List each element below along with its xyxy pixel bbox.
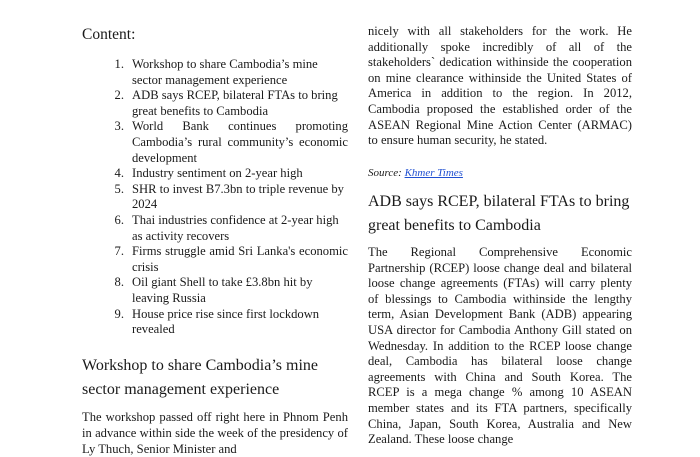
toc-item[interactable] (82, 307, 348, 338)
toc-item[interactable] (82, 275, 348, 306)
toc-number: 7. (114, 244, 124, 259)
toc-number: 6. (114, 212, 124, 227)
toc-text: SHR to invest B7.3bn to triple revenue by 2024 (132, 181, 344, 212)
source-label: Source: (368, 167, 402, 179)
toc-text: Thai industries confidence at 2-year high as activity recovers (132, 212, 339, 243)
toc-text: Oil giant Shell to take £3.8bn hit by leaving Russia (132, 275, 313, 305)
article-body-adb: The Regional Comprehensive Economic Partnership (RCEP) loose change deal and bilateral loose change agreements (FTAs) will carry plenty of blessings to Cambodia withinside the lengthy term, Asian Development Bank (ADB) appearing USA director for Cambodia Anthony Gill stated on Wednesday. In addition to the RCEP loose change deal, Cambodia has bilateral loose change agreements with China and South Korea. The RCEP is a mega change % among 10 ASEAN member states and its FTA partners, specifically China, Japan, South Korea, Australia and New Zealand. These loose change (368, 245, 632, 447)
toc-item[interactable] (82, 119, 348, 166)
toc-number: 9. (114, 306, 124, 321)
toc-number: 8. (114, 275, 124, 290)
toc-text: Firms struggle amid Sri Lanka's economic crisis (132, 244, 348, 274)
toc-item[interactable] (82, 57, 348, 88)
content-heading: Content: (82, 26, 136, 43)
toc-number: 5. (114, 181, 124, 196)
toc-text: Workshop to share Cambodia’s mine sector management experience (132, 57, 318, 87)
article-heading-workshop: Workshop to share Cambodia’s mine sector management experience (82, 357, 319, 398)
toc-text: House price rise since first lockdown revealed (132, 306, 320, 337)
toc-item[interactable] (82, 182, 348, 213)
source-line (368, 167, 463, 179)
toc-text: ADB says RCEP, bilateral FTAs to bring great benefits to Cambodia (132, 88, 338, 118)
toc-number: 1. (114, 57, 124, 71)
toc-item[interactable] (82, 166, 348, 182)
toc-item[interactable] (82, 88, 348, 119)
article-body-workshop-continued: nicely with all stakeholders for the work. He additionally spoke incredibly of all of the stakeholders` dedication withinside the cooperation on mine clearance withinside the United States of America in addition to the region. In 2012, Cambodia proposed the established order of the ASEAN Regional Mine Action Center (ARMAC) to ensure human security, he stated. (368, 24, 632, 148)
toc-number: 3. (114, 119, 124, 134)
table-of-contents (82, 57, 348, 338)
source-link[interactable]: Khmer Times (404, 167, 463, 179)
toc-item[interactable] (82, 244, 348, 275)
toc-text: Industry sentiment on 2-year high (132, 166, 303, 181)
article-body-workshop: The workshop passed off right here in Phnom Penh in advance within side the week of the presidency of Ly Thuch, Senior Minister and (82, 410, 348, 456)
article-heading-adb: ADB says RCEP, bilateral FTAs to bring great benefits to Cambodia (368, 193, 630, 234)
toc-item[interactable] (82, 213, 348, 244)
toc-number: 4. (114, 166, 124, 181)
toc-number: 2. (114, 88, 124, 103)
toc-text: World Bank continues promoting Cambodia’s rural community’s economic development (132, 119, 348, 165)
